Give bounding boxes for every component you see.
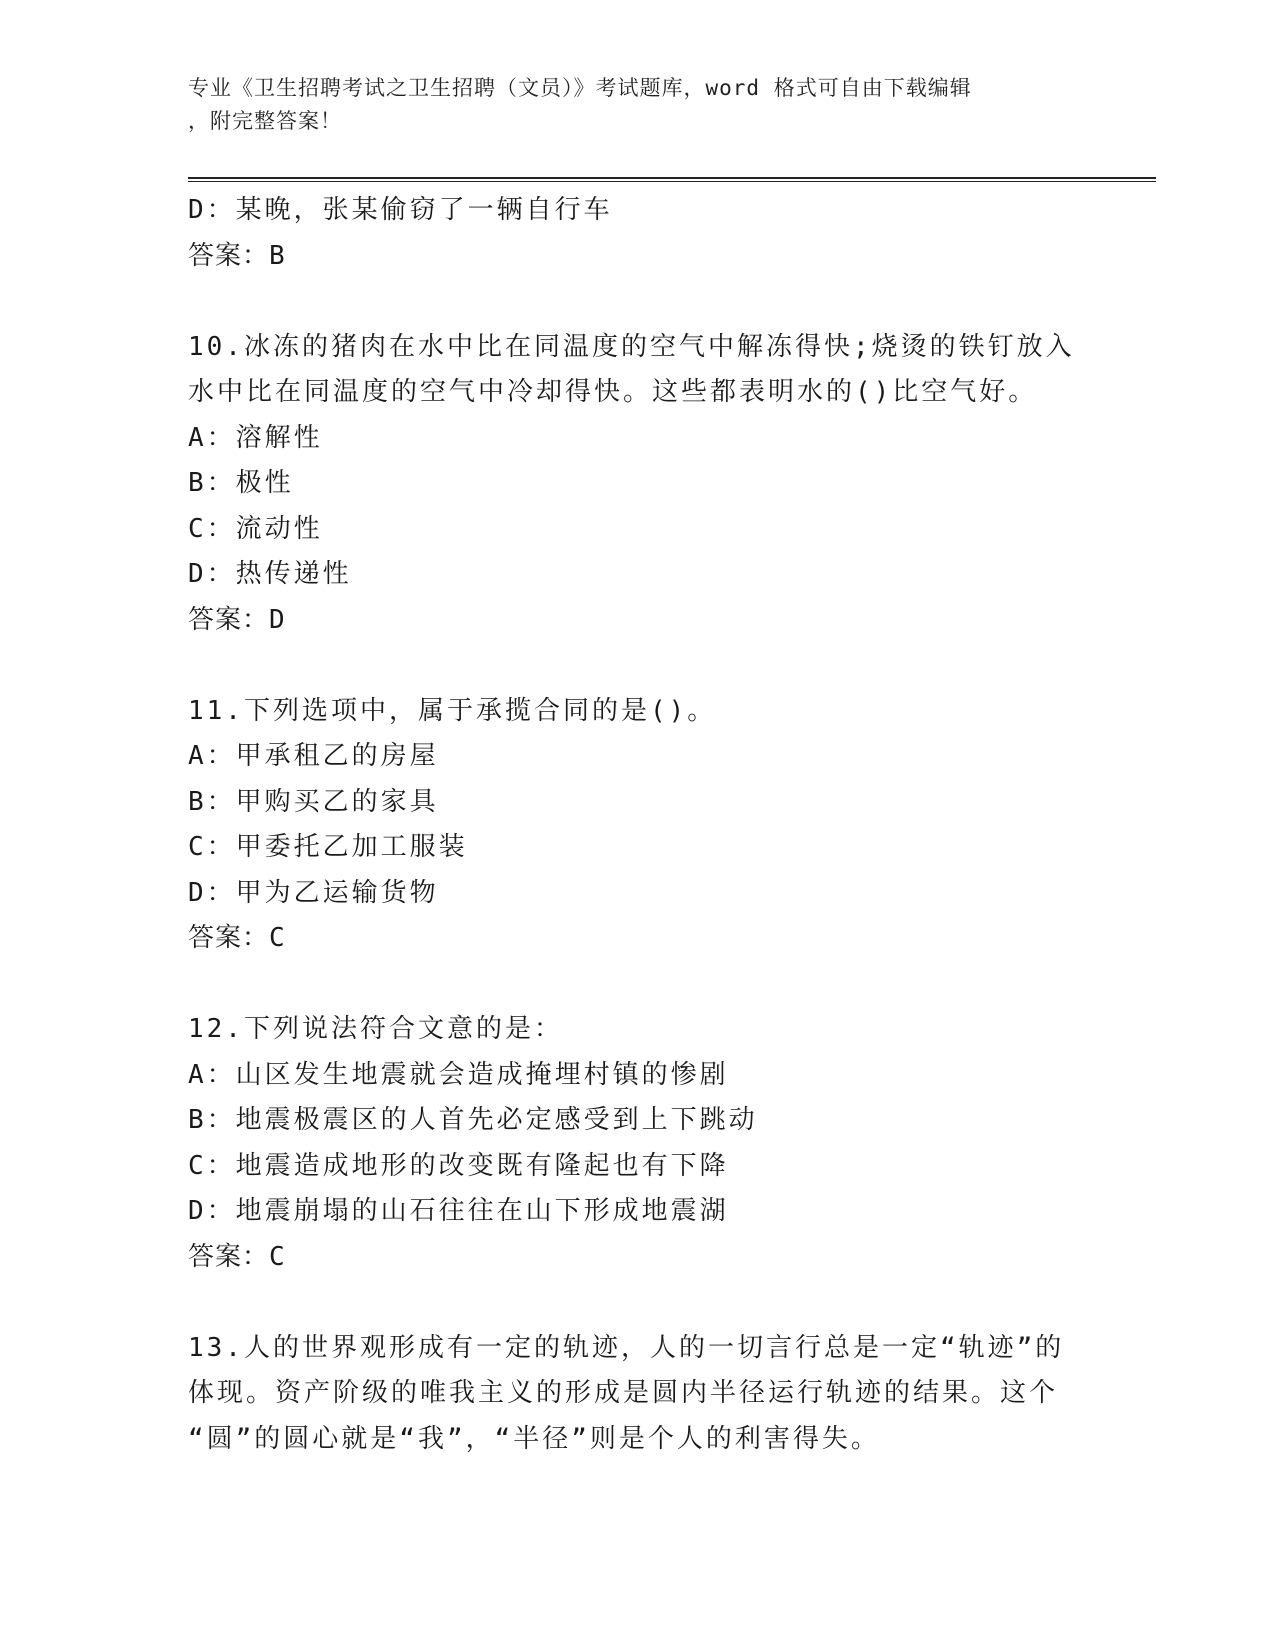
option-b: B：甲购买乙的家具 — [188, 786, 439, 817]
question-13 — [188, 1326, 1088, 1463]
option-a: A：甲承租乙的房屋 — [188, 741, 439, 771]
question-12 — [188, 1007, 1088, 1280]
option-d: D：热传递性 — [188, 559, 352, 589]
question-stem-line: 水中比在同温度的空气中冷却得快。这些都表明水的()比空气好。 — [188, 377, 1038, 407]
question-10 — [188, 325, 1088, 644]
page-header — [188, 72, 1088, 138]
option-d: D：甲为乙运输货物 — [188, 877, 439, 908]
answer: 答案：C — [188, 1241, 286, 1272]
option-c: C：甲委托乙加工服装 — [188, 832, 468, 862]
question-stem-line: 13.人的世界观形成有一定的轨迹，人的一切言行总是一定“轨迹”的 — [188, 1332, 1065, 1363]
spacer — [188, 1280, 1088, 1326]
option-c: C：地震造成地形的改变既有隆起也有下降 — [188, 1150, 729, 1181]
question-stem-line: 11.下列选项中，属于承揽合同的是()。 — [188, 695, 717, 726]
option-a: A：山区发生地震就会造成掩埋村镇的惨剧 — [188, 1059, 729, 1090]
option-a: A：溶解性 — [188, 422, 323, 453]
answer: 答案：C — [188, 923, 286, 953]
header-line-1: 专业《卫生招聘考试之卫生招聘（文员）》考试题库，word 格式可自由下载编辑 — [188, 76, 972, 100]
answer: 答案：B — [188, 240, 286, 271]
question-stem-line: “圆”的圆心就是“我”，“半径”则是个人的利害得失。 — [188, 1423, 880, 1454]
question-stem-line: 12.下列说法符合文意的是： — [188, 1014, 563, 1044]
option-b: B：极性 — [188, 468, 294, 498]
question-9-tail — [188, 188, 1088, 279]
spacer — [188, 279, 1088, 325]
question-list — [188, 188, 1088, 1462]
option-d: D：地震崩塌的山石往往在山下形成地震湖 — [188, 1196, 729, 1226]
answer: 答案：D — [188, 604, 286, 635]
question-stem-line: 体现。资产阶级的唯我主义的形成是圆内半径运行轨迹的结果。这个 — [188, 1378, 1059, 1408]
option-d: D：某晚，张某偷窃了一辆自行车 — [188, 195, 613, 225]
spacer — [188, 643, 1088, 689]
header-divider — [188, 177, 1156, 182]
option-b: B：地震极震区的人首先必定感受到上下跳动 — [188, 1105, 758, 1135]
spacer — [188, 962, 1088, 1008]
question-stem-line: 10.冰冻的猪肉在水中比在同温度的空气中解冻得快;烧烫的铁钉放入 — [188, 331, 1075, 362]
question-11 — [188, 689, 1088, 962]
option-c: C：流动性 — [188, 513, 323, 544]
header-line-2: ，附完整答案！ — [188, 109, 342, 133]
